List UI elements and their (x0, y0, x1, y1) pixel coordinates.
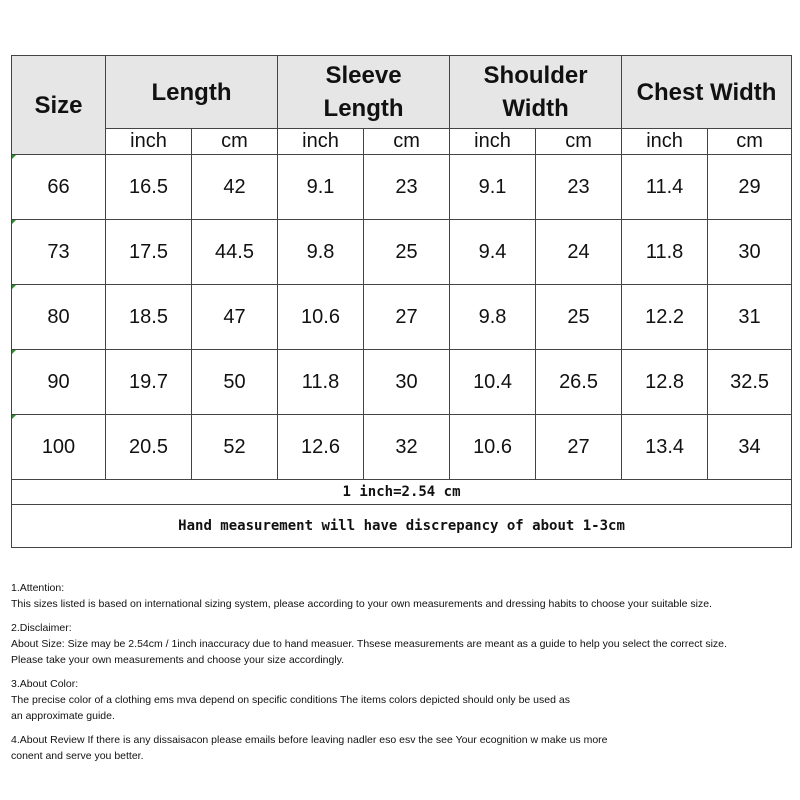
length-inch-cell: 17.5 (106, 220, 192, 285)
unit-cell: cm (536, 129, 622, 155)
shoulder-cm-cell: 25 (536, 285, 622, 350)
shoulder-width-header-line2: Width (502, 95, 569, 122)
note-title: 3.About Color: (11, 678, 79, 690)
size-cell: 80 (12, 285, 106, 350)
color-note (11, 676, 800, 724)
sleeve-cm-cell: 32 (364, 415, 450, 480)
unit-cell: inch (278, 129, 364, 155)
note-text: About Size: Size may be 2.54cm / 1inch inaccuracy due to hand measuer. Thsese measurements are meant as a guide to help you select the correct size. (11, 638, 727, 650)
length-inch-cell: 19.7 (106, 350, 192, 415)
sleeve-cm-cell: 27 (364, 285, 450, 350)
size-cell: 100 (12, 415, 106, 480)
notes-section (11, 580, 800, 772)
unit-cell: cm (708, 129, 792, 155)
shoulder-width-header (450, 56, 622, 129)
chest-cm-cell: 34 (708, 415, 792, 480)
chest-inch-cell: 13.4 (622, 415, 708, 480)
attention-note (11, 580, 800, 612)
sleeve-inch-cell: 9.8 (278, 220, 364, 285)
size-chart-table (11, 55, 792, 548)
sleeve-inch-cell: 11.8 (278, 350, 364, 415)
shoulder-cm-cell: 26.5 (536, 350, 622, 415)
sleeve-inch-cell: 10.6 (278, 285, 364, 350)
chest-inch-cell: 12.8 (622, 350, 708, 415)
table-row (12, 155, 792, 220)
size-cell: 66 (12, 155, 106, 220)
review-note (11, 732, 800, 764)
discrepancy-row (12, 505, 792, 548)
disclaimer-note (11, 620, 800, 668)
conversion-note: 1 inch=2.54 cm (12, 480, 792, 505)
conversion-row (12, 480, 792, 505)
unit-cell: cm (192, 129, 278, 155)
chest-inch-cell: 11.4 (622, 155, 708, 220)
shoulder-inch-cell: 9.8 (450, 285, 536, 350)
length-inch-cell: 16.5 (106, 155, 192, 220)
unit-cell: inch (450, 129, 536, 155)
shoulder-inch-cell: 9.4 (450, 220, 536, 285)
size-cell: 90 (12, 350, 106, 415)
note-text: an approximate guide. (11, 710, 115, 722)
unit-cell: inch (106, 129, 192, 155)
note-text: Please take your own measurements and choose your size accordingly. (11, 654, 345, 666)
sleeve-cm-cell: 30 (364, 350, 450, 415)
shoulder-cm-cell: 23 (536, 155, 622, 220)
length-cm-cell: 47 (192, 285, 278, 350)
table-row (12, 285, 792, 350)
unit-cell: cm (364, 129, 450, 155)
size-cell: 73 (12, 220, 106, 285)
header-row (12, 56, 792, 129)
shoulder-cm-cell: 24 (536, 220, 622, 285)
sleeve-inch-cell: 12.6 (278, 415, 364, 480)
note-title: 1.Attention: (11, 582, 65, 594)
note-text: conent and serve you better. (11, 750, 144, 762)
chest-cm-cell: 31 (708, 285, 792, 350)
shoulder-cm-cell: 27 (536, 415, 622, 480)
unit-row (12, 129, 792, 155)
shoulder-width-header-line1: Shoulder (483, 62, 588, 89)
chest-cm-cell: 30 (708, 220, 792, 285)
shoulder-inch-cell: 10.6 (450, 415, 536, 480)
sleeve-cm-cell: 23 (364, 155, 450, 220)
note-title: 2.Disclaimer: (11, 622, 72, 634)
length-cm-cell: 52 (192, 415, 278, 480)
sleeve-length-header-line1: Sleeve (325, 62, 402, 89)
sleeve-length-header-line2: Length (323, 95, 404, 122)
sleeve-cm-cell: 25 (364, 220, 450, 285)
sleeve-inch-cell: 9.1 (278, 155, 364, 220)
table-row (12, 350, 792, 415)
shoulder-inch-cell: 9.1 (450, 155, 536, 220)
chest-width-header: Chest Width (622, 56, 792, 129)
note-text: This sizes listed is based on international sizing system, please according to your own measurements and dressing habits to choose your suitable size. (11, 598, 712, 610)
length-inch-cell: 20.5 (106, 415, 192, 480)
chest-cm-cell: 32.5 (708, 350, 792, 415)
table-row (12, 220, 792, 285)
length-cm-cell: 50 (192, 350, 278, 415)
discrepancy-note: Hand measurement will have discrepancy of about 1-3cm (12, 505, 792, 548)
sleeve-length-header (278, 56, 450, 129)
length-inch-cell: 18.5 (106, 285, 192, 350)
note-text: The precise color of a clothing ems mva depend on specific conditions The items colors depicted should only be used as (11, 694, 570, 706)
chest-inch-cell: 12.2 (622, 285, 708, 350)
size-header: Size (12, 56, 106, 155)
length-cm-cell: 42 (192, 155, 278, 220)
chest-cm-cell: 29 (708, 155, 792, 220)
shoulder-inch-cell: 10.4 (450, 350, 536, 415)
chest-inch-cell: 11.8 (622, 220, 708, 285)
unit-cell: inch (622, 129, 708, 155)
length-cm-cell: 44.5 (192, 220, 278, 285)
table-row (12, 415, 792, 480)
note-text: 4.About Review If there is any dissaisacon please emails before leaving nadler eso esv the see Your ecognition w make us more (11, 734, 608, 746)
length-header: Length (106, 56, 278, 129)
